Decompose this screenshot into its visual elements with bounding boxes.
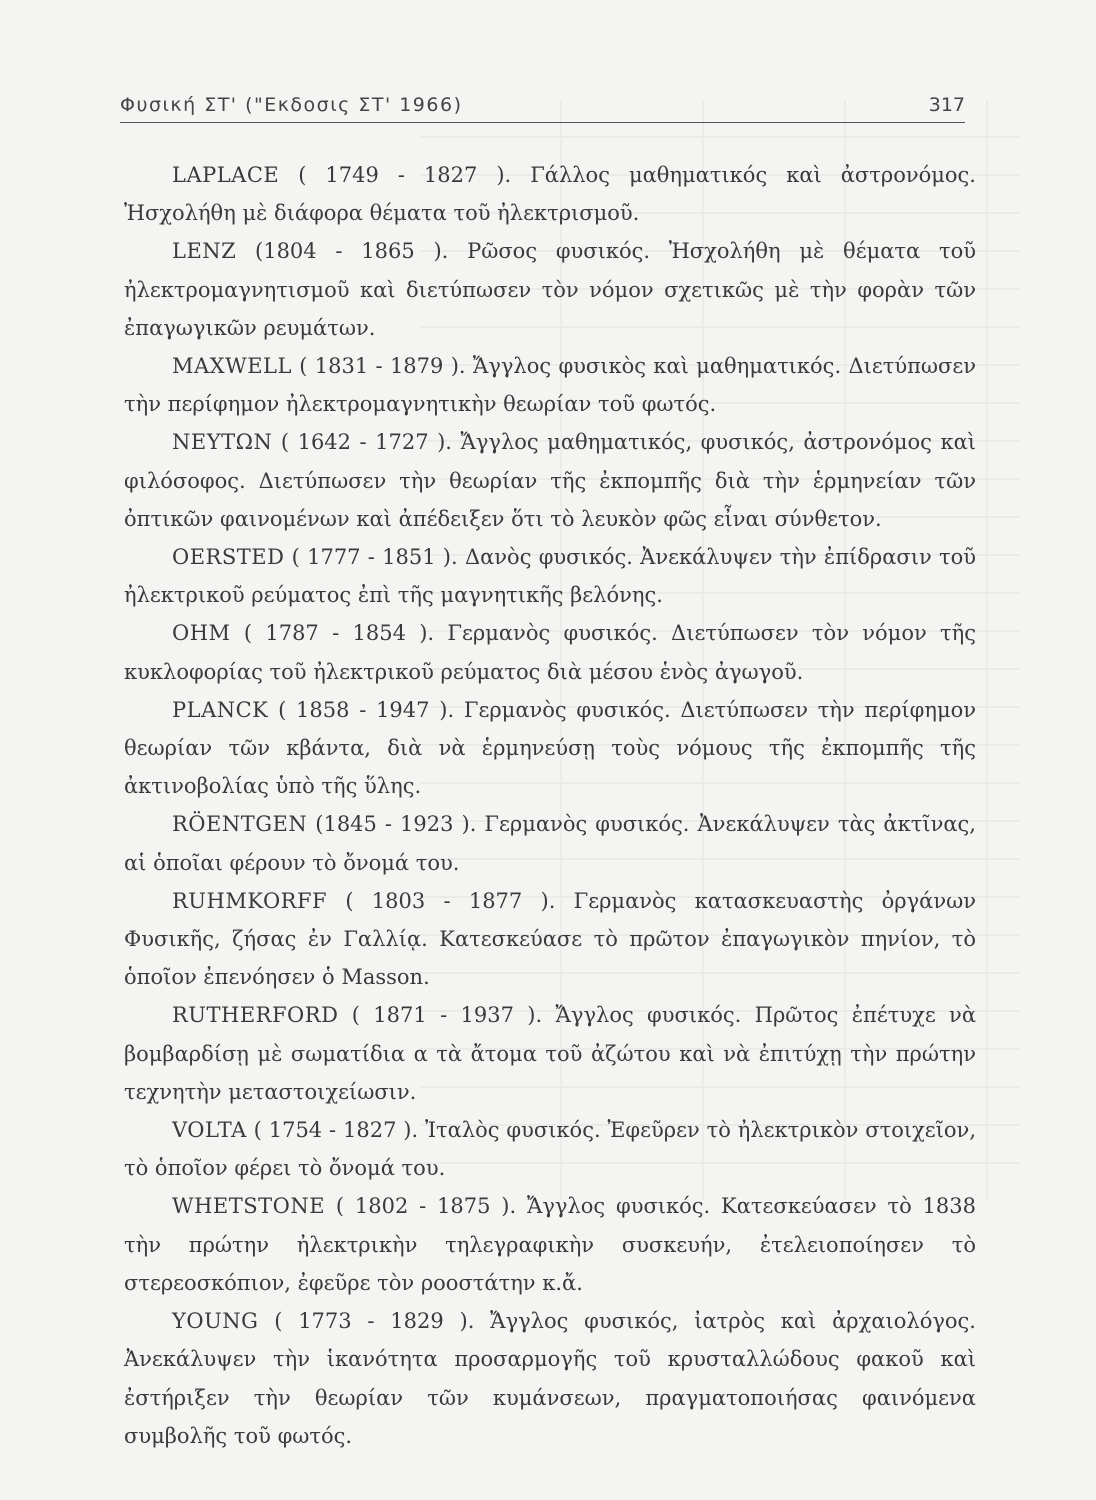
entry-planck (124, 691, 976, 806)
entry-name: LAPLACE (172, 163, 280, 187)
entry-dates: ( 1871 - 1937 ). (351, 1003, 543, 1028)
page-number: 317 (928, 94, 965, 116)
entry-name: OERSTED (172, 545, 285, 570)
entry-dates: ( 1858 - 1947 ). (278, 697, 455, 722)
entry-dates: ( 1642 - 1727 ). (280, 430, 452, 455)
entry-name: WHETSTONE (172, 1194, 326, 1219)
entry-text: Γερμανὸς φυσικός. Διετύπωσεν τὸν νόμον τῆς κυκλοφορίας τοῦ ἠλεκτρικοῦ ρεύματος διὰ μέσου ἑνὸς ἀγωγοῦ. (124, 621, 976, 684)
entry-text: Ἄγγλος φυσικὸς καὶ μαθηματικός. Διετύπωσεν τὴν περίφημον ἠλεκτρομαγνητικὴν θεωρίαν τοῦ φωτός. (124, 354, 977, 417)
entry-whetstone (124, 1187, 976, 1302)
entry-maxwell (124, 347, 976, 423)
entry-name: VOLTA (172, 1118, 247, 1143)
entry-dates: (1845 - 1923 ). (315, 812, 477, 837)
entry-name: RUTHERFORD (172, 1003, 339, 1028)
entry-text: Ἄγγλος μαθηματικός, φυσικός, ἀστρονόμος καὶ φιλόσοφος. Διετύπωσεν τὴν θεωρίαν τῆς ἐκπομπῆς διὰ τὴν ἑρμηνείαν τῶν ὀπτικῶν φαινομένων καὶ ἀπέδειξεν ὅτι τὸ λευκὸν φῶς εἶναι σύνθετον. (124, 430, 976, 531)
running-header (120, 86, 965, 123)
entry-dates: ( 1749 - 1827 ). (298, 163, 512, 187)
entry-young (124, 1302, 976, 1455)
entry-name: RUHMKORFF (172, 888, 328, 913)
entry-text: Δανὸς φυσικός. Ἀνεκάλυψεν τὴν ἐπίδρασιν τοῦ ἠλεκτρικοῦ ρεύματος ἐπὶ τῆς μαγνητικῆς βελόνης. (124, 545, 977, 608)
entry-dates: ( 1787 - 1854 ). (243, 621, 435, 646)
entry-name: PLANCK (172, 697, 269, 722)
entry-dates: ( 1803 - 1877 ). (345, 888, 556, 913)
entry-volta (124, 1111, 976, 1187)
entry-name: YOUNG (172, 1309, 259, 1334)
entry-name: LENZ (172, 239, 237, 264)
entry-name: OHM (172, 621, 231, 646)
entry-dates: ( 1754 - 1827 ). (253, 1118, 419, 1143)
entry-dates: ( 1831 - 1879 ). (299, 354, 466, 379)
entry-lenz (124, 232, 976, 347)
entry-dates: ( 1802 - 1875 ). (335, 1194, 517, 1219)
entry-name: RÖENTGEN (172, 812, 308, 837)
entry-text: Ἄγγλος φυσικός. Πρῶτος ἐπέτυχε νὰ βομβαρδίσῃ μὲ σωματίδια α τὰ ἄτομα τοῦ ἀζώτου καὶ νὰ ἐπιτύχῃ τὴν πρώτην τεχνητὴν μεταστοιχείωσιν. (124, 1003, 976, 1104)
entry-rutherford (124, 996, 976, 1111)
entry-text: Ἄγγλος φυσικός, ἰατρὸς καὶ ἀρχαιολόγος. Ἀνεκάλυψεν τὴν ἱκανότητα προσαρμογῆς τοῦ κρυσταλλώδους φακοῦ καὶ ἐστήριξεν τὴν θεωρίαν τῶν κυμάνσεων, πραγματοποιήσας φαινόμενα συμβολῆς τοῦ φωτός. (124, 1309, 976, 1448)
entry-dates: ( 1773 - 1829 ). (274, 1309, 475, 1334)
entry-dates: (1804 - 1865 ). (255, 239, 449, 264)
entry-text: Ἄγγλος φυσικός. Κατεσκεύασεν τὸ 1838 τὴν πρώτην ἠλεκτρικὴν τηλεγραφικὴν συσκευήν, ἐτελειοποίησεν τὸ στερεοσκόπιον, ἐφεῦρε τὸν ροοστάτην κ.ἄ. (124, 1194, 976, 1295)
running-title: Φυσική ΣΤ' ("Εκδοσις ΣΤ' 1966) (120, 94, 463, 116)
entry-text: Γάλλος μαθηματικός καὶ ἀστρονόμος. Ἠσχολήθη μὲ διάφορα θέματα τοῦ ἠλεκτρισμοῦ. (124, 163, 976, 226)
entry-ruhmkorff (124, 882, 976, 997)
entry-text: Γερμανὸς φυσικός. Διετύπωσεν τὴν περίφημον θεωρίαν τῶν κβάντα, διὰ νὰ ἑρμηνεύσῃ τοὺς νόμους τῆς ἐκπομπῆς τῆς ἀκτινοβολίας ὑπὸ τῆς ὕλης. (124, 697, 976, 799)
entry-text: Γερμανὸς κατασκευαστὴς ὀργάνων Φυσικῆς, ζήσας ἐν Γαλλίᾳ. Κατεσκεύασε τὸ πρῶτον ἐπαγωγικὸν πηνίον, τὸ ὁποῖον ἐπενόησεν ὁ Masson. (124, 888, 976, 990)
entry-dates: ( 1777 - 1851 ). (291, 545, 458, 570)
entry-text: Ἰταλὸς φυσικός. Ἐφεῦρεν τὸ ἠλεκτρικὸν στοιχεῖον, τὸ ὁποῖον φέρει τὸ ὄνομά του. (124, 1118, 976, 1181)
entry-name: ΝΕΥΤΩΝ (172, 430, 273, 455)
entry-roentgen (124, 805, 976, 881)
entry-name: MAXWELL (172, 354, 292, 379)
entry-ohm (124, 614, 976, 690)
entry-text: Γερμανὸς φυσικός. Ἀνεκάλυψεν τὰς ἀκτῖνας, αἱ ὁποῖαι φέρουν τὸ ὄνομά του. (124, 812, 976, 875)
entry-oersted (124, 538, 976, 614)
entry-newton (124, 423, 976, 538)
biography-entries (124, 156, 976, 1455)
entry-laplace (124, 156, 976, 232)
entry-text: Ρῶσος φυσικός. Ἠσχολήθη μὲ θέματα τοῦ ἠλεκτρομαγνητισμοῦ καὶ διετύπωσεν τὸν νόμον σχετικῶς μὲ τὴν φορὰν τῶν ἐπαγωγικῶν ρευμάτων. (124, 239, 976, 340)
